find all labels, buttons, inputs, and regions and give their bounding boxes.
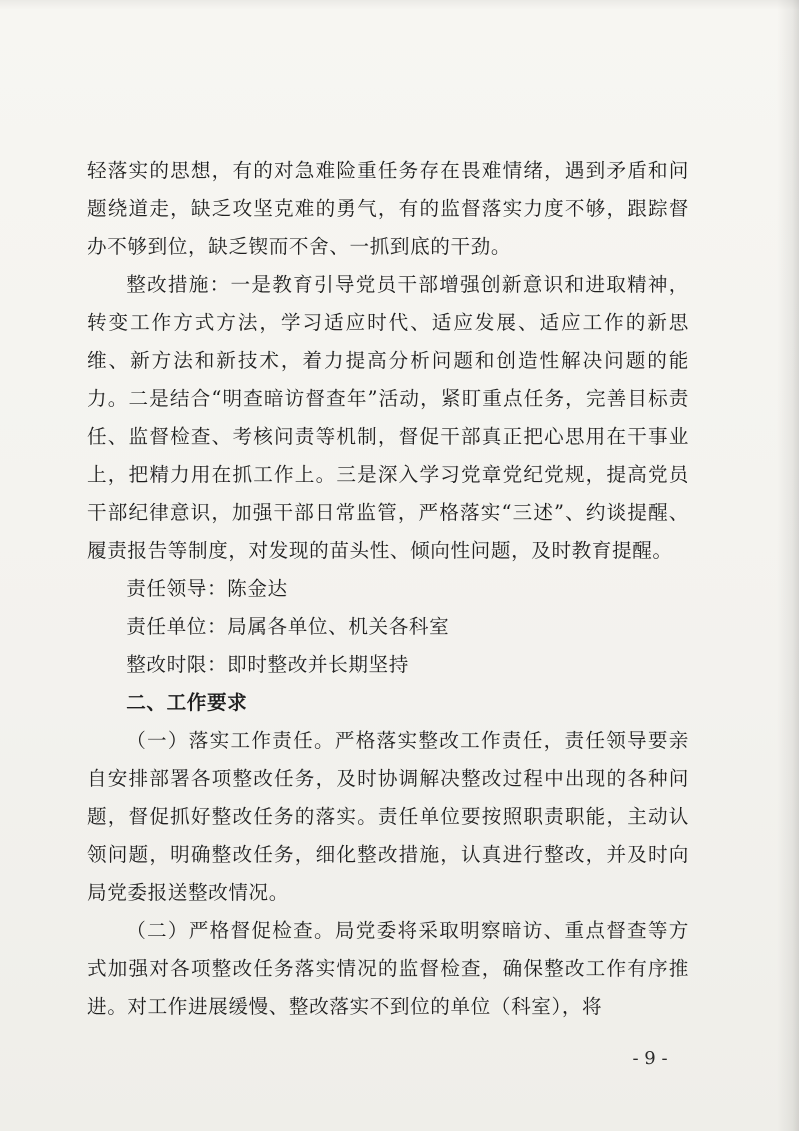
scan-edge-right <box>777 0 799 1131</box>
page-number: - 9 - <box>632 1048 668 1069</box>
document-body <box>87 152 689 1026</box>
scan-edge-top <box>0 0 799 10</box>
paragraph-implement-responsibility: （一）落实工作责任。严格落实整改工作责任，责任领导要亲自安排部署各项整改任务，及时协调解决整改过程中出现的各种问题，督促抓好整改任务的落实。责任单位要按照职责职能，主动认领问题，明确整改任务，细化整改措施，认真进行整改，并及时向局党委报送整改情况。 <box>87 729 689 904</box>
paragraph-continuation: 轻落实的思想，有的对急难险重任务存在畏难情绪，遇到矛盾和问题绕道走，缺乏攻坚克难的勇气，有的监督落实力度不够，跟踪督办不够到位，缺乏锲而不舍、一抓到底的干劲。 <box>87 159 689 258</box>
responsible-leader: 责任领导：陈金达 <box>126 577 288 600</box>
section-heading: 二、工作要求 <box>126 691 248 714</box>
responsible-unit: 责任单位：局属各单位、机关各科室 <box>126 615 450 638</box>
paragraph-rectification-measures: 整改措施：一是教育引导党员干部增强创新意识和进取精神，转变工作方式方法，学习适应时代、适应发展、适应工作的新思维、新方法和新技术，着力提高分析问题和创造性解决问题的能力。二是结合“明查暗访督查年”活动，紧盯重点任务，完善目标责任、监督检查、考核问责等机制，督促干部真正把心思用在干事业上，把精力用在抓工作上。三是深入学习党章党纪党规，提高党员干部纪律意识，加强干部日常监管，严格落实“三述”、约谈提醒、履责报告等制度，对发现的苗头性、倾向性问题，及时教育提醒。 <box>87 273 689 562</box>
paragraph-supervision-inspection: （二）严格督促检查。局党委将采取明察暗访、重点督查等方式加强对各项整改任务落实情况的监督检查，确保整改工作有序推进。对工作进展缓慢、整改落实不到位的单位（科室），将 <box>87 919 689 1018</box>
rectification-deadline: 整改时限：即时整改并长期坚持 <box>126 653 409 676</box>
